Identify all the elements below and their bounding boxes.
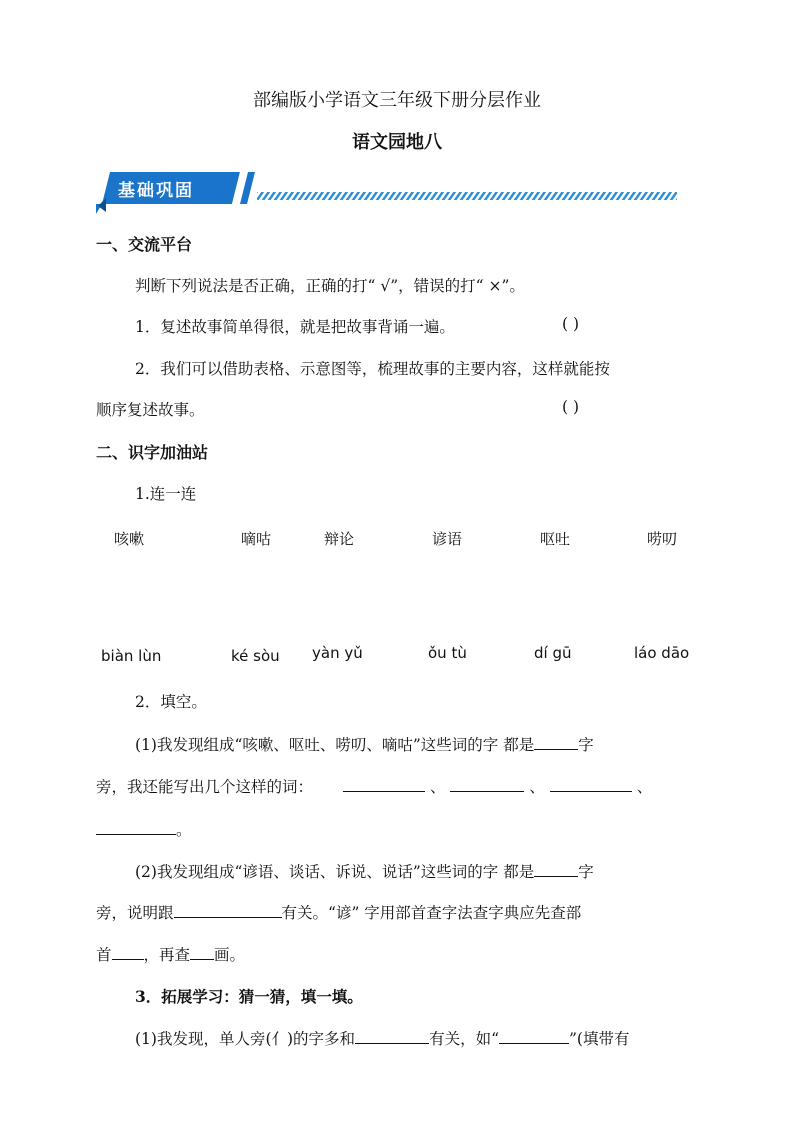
sub-question-3: 3．拓展学习：猜一猜，填一填。 — [135, 987, 363, 1006]
fill-1-text-a: (1)我发现组成“咳嗽、呕吐、唠叨、嘀咕”这些词的字 都是 — [135, 736, 535, 754]
blank-strokes[interactable] — [190, 944, 214, 961]
answer-paren-2: ( ) — [562, 398, 580, 416]
fill-2-text-c: 旁，说明跟 — [96, 904, 174, 922]
pinyin-item: yàn yǔ — [312, 644, 363, 662]
fill-1-line-2 — [96, 775, 652, 797]
fill-1-line-3 — [96, 818, 192, 840]
word-item: 呕吐 — [540, 530, 571, 548]
pinyin-item: ǒu tù — [428, 644, 467, 662]
blank-word-4[interactable] — [96, 819, 176, 836]
fill-2-text-a: (2)我发现组成“谚语、谈话、诉说、说话”这些词的字 都是 — [135, 863, 535, 881]
section-heading-2: 二、识字加油站 — [96, 443, 209, 462]
page-subtitle: 语文园地八 — [352, 132, 442, 153]
sub-question-2: 2．填空。 — [135, 693, 207, 711]
blank-example[interactable] — [499, 1028, 569, 1045]
question-1: 1．复述故事简单得很，就是把故事背诵一遍。 — [135, 318, 455, 336]
blank-radical-2[interactable] — [534, 861, 578, 878]
answer-paren-1: ( ) — [562, 315, 580, 333]
fill-1-text-c: 旁，我还能写出几个这样的词： — [96, 778, 314, 796]
blank-word-3[interactable] — [550, 776, 632, 793]
separator: 、 — [636, 778, 653, 796]
word-item: 辩论 — [324, 530, 355, 548]
question-2-line-2: 顺序复述故事。 — [96, 401, 205, 419]
fill-2-text-g: 画。 — [214, 946, 246, 964]
word-item: 咳嗽 — [114, 530, 145, 548]
blank-word-2[interactable] — [450, 776, 524, 793]
pinyin-item: biàn lùn — [101, 647, 162, 665]
blank-meaning[interactable] — [355, 1028, 429, 1045]
period: 。 — [176, 821, 192, 839]
fill-1-text-b: 字 — [578, 736, 594, 754]
fill-2-line-2 — [96, 901, 581, 923]
word-item: 嘀咕 — [241, 530, 272, 548]
page-title: 部编版小学语文三年级下册分层作业 — [253, 90, 541, 111]
section-heading-1: 一、交流平台 — [96, 235, 193, 254]
fill-2-line-1 — [135, 860, 594, 882]
instruction-text: 判断下列说法是否正确，正确的打“ √”，错误的打“ ×”。 — [135, 277, 525, 295]
word-item: 唠叨 — [647, 530, 678, 548]
blank-radical[interactable] — [534, 734, 578, 751]
blank-radical-3[interactable] — [112, 944, 144, 961]
fill-3-text-b: 有关，如“ — [429, 1030, 499, 1048]
banner-label: 基础巩固 — [118, 181, 194, 201]
pinyin-item: dí gū — [534, 644, 572, 662]
fill-2-line-3 — [96, 943, 245, 965]
separator: 、 — [529, 778, 545, 796]
blank-related[interactable] — [174, 902, 282, 919]
fill-2-text-f: ，再查 — [143, 946, 191, 964]
fill-2-text-b: 字 — [578, 863, 594, 881]
blank-word-1[interactable] — [343, 776, 425, 793]
word-item: 谚语 — [432, 530, 463, 548]
fill-2-text-d: 有关。“谚” 字用部首查字法查字典应先查部 — [281, 904, 582, 922]
pinyin-item: láo dāo — [634, 644, 690, 662]
pinyin-item: ké sòu — [231, 647, 280, 665]
sub-question-1: 1.连一连 — [135, 485, 197, 503]
question-2-line-1: 2．我们可以借助表格、示意图等，梳理故事的主要内容，这样就能按 — [135, 360, 610, 378]
fill-3-text-a: (1)我发现，单人旁(亻)的字多和 — [135, 1030, 356, 1048]
separator: 、 — [429, 778, 446, 796]
fill-1-line-1 — [135, 733, 594, 755]
fill-2-text-e: 首 — [96, 946, 112, 964]
fill-3-text-c: ”(填带有 — [569, 1030, 630, 1048]
fill-3-line-1 — [135, 1027, 629, 1049]
